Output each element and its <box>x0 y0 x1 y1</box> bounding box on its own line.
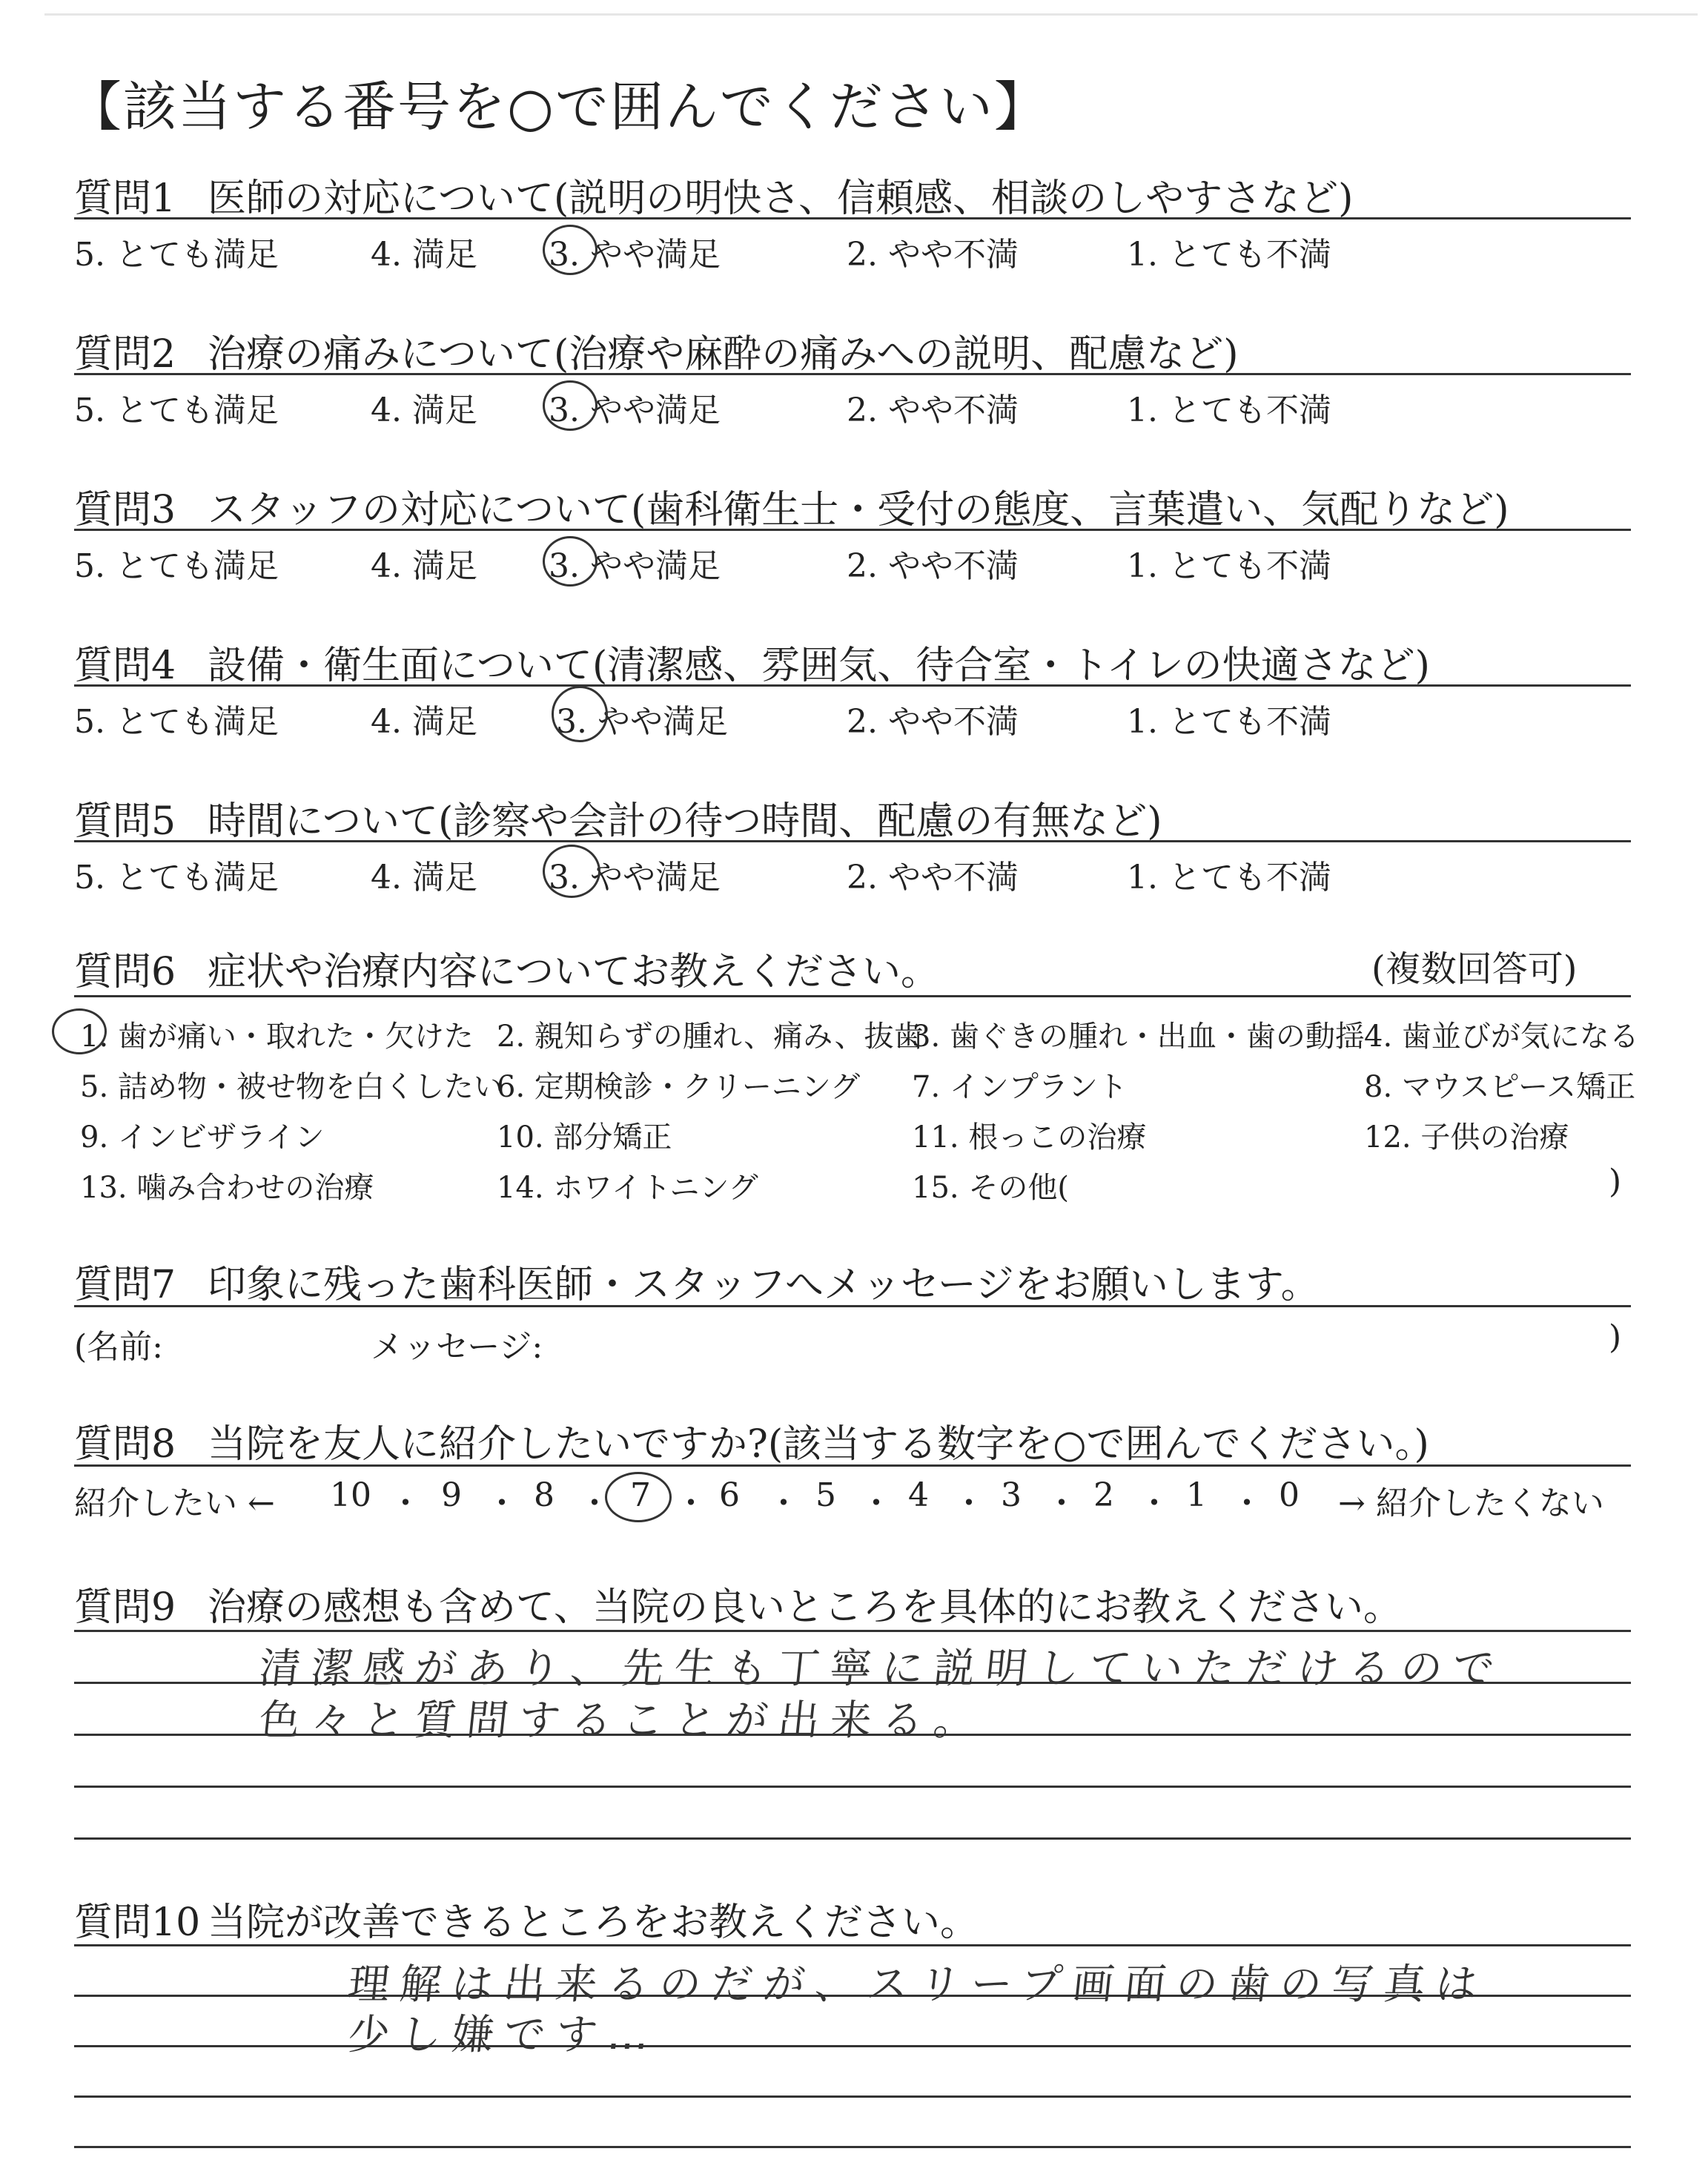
multiple-answers-note: (複数回答可) <box>1371 948 1578 990</box>
question-rule <box>74 684 1631 687</box>
question-title <box>74 1413 1429 1468</box>
question-title <box>74 1576 1402 1631</box>
answer-line <box>74 1630 1631 1632</box>
option-4[interactable]: 4. 満足 <box>371 547 477 585</box>
option-5[interactable]: 5. とても満足 <box>74 392 279 429</box>
scale-2[interactable]: 2 <box>1093 1476 1114 1514</box>
question-text: 設備・衛生面について(清潔感、雰囲気、待合室・トイレの快適さなど) <box>208 644 1430 688</box>
option-3[interactable]: 3. やや満足 <box>549 392 721 429</box>
answer-line <box>74 1837 1631 1840</box>
other-close-paren: ) <box>1609 1163 1622 1200</box>
scale-3[interactable]: 3 <box>1001 1476 1022 1514</box>
question-number: 質問2 <box>74 332 176 377</box>
treatment-option-1[interactable]: 1. 歯が痛い・取れた・欠けた <box>80 1020 474 1054</box>
answer-line <box>74 1786 1631 1788</box>
option-1[interactable]: 1. とても不満 <box>1127 859 1331 896</box>
scale-0[interactable]: 0 <box>1279 1476 1300 1514</box>
option-3[interactable]: 3. やや満足 <box>556 703 728 741</box>
question-10 <box>74 1891 1631 1946</box>
question-2 <box>74 323 1631 429</box>
top-edge-line <box>44 13 1698 16</box>
treatment-option-15[interactable]: 15. その他( <box>912 1171 1069 1205</box>
option-4[interactable]: 4. 満足 <box>371 236 477 274</box>
scale-separator: ・ <box>1138 1484 1171 1522</box>
message-label: メッセージ: <box>371 1328 543 1366</box>
question-title <box>74 634 1430 690</box>
treatment-option-7[interactable]: 7. インプラント <box>912 1070 1128 1104</box>
scale-separator: ・ <box>1231 1484 1263 1522</box>
question-5 <box>74 790 1631 896</box>
question-number: 質問7 <box>74 1263 176 1307</box>
option-4[interactable]: 4. 満足 <box>371 392 477 429</box>
answer-line <box>74 1944 1631 1946</box>
question-4 <box>74 634 1631 741</box>
message-close-paren: ) <box>1609 1318 1622 1356</box>
scale-7[interactable]: 7 <box>630 1476 651 1514</box>
question-text: 医師の対応について(説明の明快さ、信頼感、相談のしやすさなど) <box>208 176 1354 221</box>
scale-separator: ・ <box>578 1484 611 1522</box>
question-rule <box>74 840 1631 842</box>
question-title <box>74 478 1509 534</box>
handwritten-answer-line: 少し嫌です… <box>345 2011 662 2059</box>
recommend-left-label: 紹介したい ← <box>74 1484 275 1522</box>
treatment-option-12[interactable]: 12. 子供の治療 <box>1364 1120 1569 1155</box>
question-9 <box>74 1576 1631 1631</box>
treatment-option-10[interactable]: 10. 部分矯正 <box>497 1120 672 1155</box>
scale-5[interactable]: 5 <box>815 1476 836 1514</box>
recommend-right-label: → 紹介したくない <box>1338 1484 1604 1522</box>
question-rule <box>74 1305 1631 1307</box>
scale-10[interactable]: 10 <box>330 1476 371 1514</box>
question-rule <box>74 373 1631 375</box>
treatment-option-9[interactable]: 9. インビザライン <box>80 1120 325 1155</box>
question-number: 質問4 <box>74 644 176 688</box>
option-3[interactable]: 3. やや満足 <box>549 859 721 896</box>
question-number: 質問1 <box>74 176 176 221</box>
question-text: 当院が改善できるところをお教えください。 <box>208 1900 979 1945</box>
question-number: 質問9 <box>74 1585 176 1630</box>
question-text: 時間について(診察や会計の待つ時間、配慮の有無など) <box>208 799 1162 844</box>
treatment-option-8[interactable]: 8. マウスピース矯正 <box>1364 1070 1636 1104</box>
option-1[interactable]: 1. とても不満 <box>1127 547 1331 585</box>
question-number: 質問3 <box>74 488 176 532</box>
option-1[interactable]: 1. とても不満 <box>1127 392 1331 429</box>
scale-1[interactable]: 1 <box>1186 1476 1207 1514</box>
answer-line <box>74 2045 1631 2047</box>
treatment-option-5[interactable]: 5. 詰め物・被せ物を白くしたい <box>80 1070 503 1104</box>
option-2[interactable]: 2. やや不満 <box>847 859 1019 896</box>
question-title <box>74 940 939 996</box>
question-title <box>74 790 1162 845</box>
scale-9[interactable]: 9 <box>441 1476 462 1514</box>
question-number: 質問8 <box>74 1422 176 1467</box>
treatment-option-14[interactable]: 14. ホワイトニング <box>497 1171 758 1205</box>
question-rule <box>74 217 1631 219</box>
option-1[interactable]: 1. とても不満 <box>1127 703 1331 741</box>
option-5[interactable]: 5. とても満足 <box>74 547 279 585</box>
option-5[interactable]: 5. とても満足 <box>74 236 279 274</box>
question-title <box>74 323 1239 378</box>
handwritten-answer-line: 色々と質問することが出来る。 <box>256 1697 988 1745</box>
handwritten-answer-line: 理解は出来るのだが、スリープ画面の歯の写真は <box>345 1961 1491 2009</box>
question-rule <box>74 995 1631 997</box>
page-header: 【該当する番号を○で囲んでください】 <box>68 76 1049 138</box>
scale-separator: ・ <box>486 1484 518 1522</box>
scale-separator: ・ <box>860 1484 893 1522</box>
question-text: 治療の痛みについて(治療や麻酔の痛みへの説明、配慮など) <box>208 332 1239 377</box>
question-text: 印象に残った歯科医師・スタッフへメッセージをお願いします。 <box>208 1263 1320 1307</box>
scale-separator: ・ <box>675 1484 707 1522</box>
option-2[interactable]: 2. やや不満 <box>847 703 1019 741</box>
question-title <box>74 1891 979 1946</box>
scale-separator: ・ <box>389 1484 422 1522</box>
question-rule <box>74 529 1631 531</box>
question-rule <box>74 1464 1631 1467</box>
option-2[interactable]: 2. やや不満 <box>847 236 1019 274</box>
option-4[interactable]: 4. 満足 <box>371 859 477 896</box>
treatment-option-11[interactable]: 11. 根っこの治療 <box>912 1120 1147 1155</box>
question-6 <box>74 940 1639 1215</box>
treatment-option-3[interactable]: 3. 歯ぐきの腫れ・出血・歯の動揺 <box>912 1020 1365 1054</box>
treatment-option-4[interactable]: 4. 歯並びが気になる <box>1364 1020 1639 1054</box>
question-title <box>74 167 1353 222</box>
answer-line <box>74 2146 1631 2148</box>
question-number: 質問6 <box>74 950 176 994</box>
option-4[interactable]: 4. 満足 <box>371 703 477 741</box>
question-text: 当院を友人に紹介したいですか?(該当する数字を○で囲んでください。) <box>208 1422 1429 1467</box>
question-1 <box>74 167 1631 274</box>
option-5[interactable]: 5. とても満足 <box>74 703 279 741</box>
option-2[interactable]: 2. やや不満 <box>847 547 1019 585</box>
treatment-option-6[interactable]: 6. 定期検診・クリーニング <box>497 1070 861 1104</box>
option-1[interactable]: 1. とても不満 <box>1127 236 1331 274</box>
question-title <box>74 1253 1320 1309</box>
question-number: 質問10 <box>74 1900 201 1945</box>
question-7 <box>74 1253 1631 1366</box>
scale-6[interactable]: 6 <box>719 1476 740 1514</box>
scale-4[interactable]: 4 <box>908 1476 929 1514</box>
name-label: (名前: <box>74 1328 163 1366</box>
question-3 <box>74 478 1631 585</box>
question-text: スタッフの対応について(歯科衛生士・受付の態度、言葉遣い、気配りなど) <box>208 488 1509 532</box>
scale-8[interactable]: 8 <box>534 1476 555 1514</box>
answer-line <box>74 2095 1631 2098</box>
option-3[interactable]: 3. やや満足 <box>549 236 721 274</box>
question-text: 症状や治療内容についてお教えください。 <box>208 950 939 994</box>
question-8 <box>74 1413 1631 1522</box>
option-3[interactable]: 3. やや満足 <box>549 547 721 585</box>
scale-separator: ・ <box>767 1484 800 1522</box>
handwritten-answer-line: 清潔感があり、先生も丁寧に説明していただけるので <box>256 1645 1507 1693</box>
option-5[interactable]: 5. とても満足 <box>74 859 279 896</box>
question-text: 治療の感想も含めて、当院の良いところを具体的にお教えください。 <box>208 1585 1402 1630</box>
option-2[interactable]: 2. やや不満 <box>847 392 1019 429</box>
scale-separator: ・ <box>953 1484 985 1522</box>
treatment-option-13[interactable]: 13. 噛み合わせの治療 <box>80 1171 374 1205</box>
treatment-option-2[interactable]: 2. 親知らずの腫れ、痛み、抜歯 <box>497 1020 924 1054</box>
question-number: 質問5 <box>74 799 176 844</box>
scale-separator: ・ <box>1045 1484 1078 1522</box>
